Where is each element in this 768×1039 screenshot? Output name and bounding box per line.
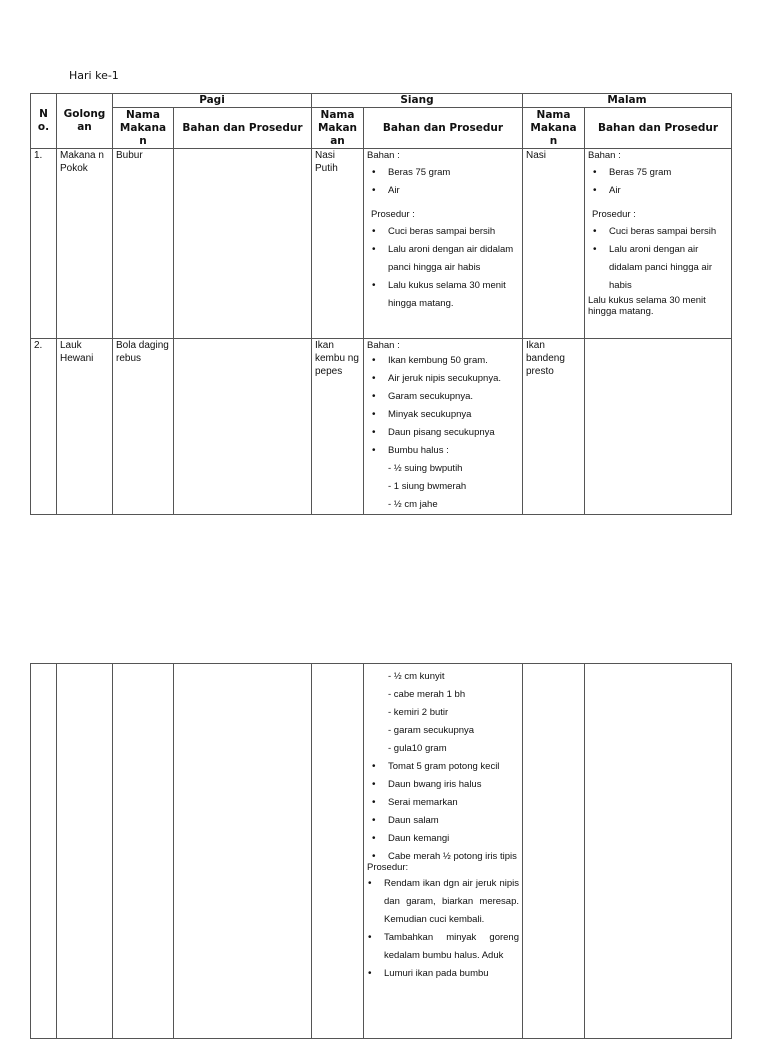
list-item: • Beras 75 gram (388, 164, 519, 182)
list-item: • Beras 75 gram (609, 164, 728, 182)
pagi-nama-makanan (113, 664, 174, 1039)
bahan-label: Bahan : (367, 150, 400, 161)
malam-nama-makanan: Nasi (523, 149, 585, 339)
row-golongan (57, 664, 113, 1039)
bahan-list (367, 164, 519, 200)
siang-bahan-prosedur (364, 664, 523, 1039)
prosedur-extra: Lalu kukus selama 30 menit hingga matang. (588, 295, 706, 317)
siang-bahan-prosedur (364, 149, 523, 339)
list-item: • Bumbu halus : (388, 442, 519, 460)
row-no (31, 664, 57, 1039)
bahan-list (367, 352, 519, 460)
header-nama-makanan-siang: Nama Makan an (312, 108, 364, 149)
pagi-nama-makanan: Bubur (113, 149, 174, 339)
list-item: • Serai memarkan (388, 794, 519, 812)
table-row (31, 664, 732, 1039)
pagi-nama-makanan: Bola daging rebus (113, 339, 174, 515)
header-malam: Malam (523, 94, 732, 108)
list-item: - cabe merah 1 bh (388, 689, 466, 700)
list-item: • Cuci beras sampai bersih (609, 223, 728, 241)
list-item: • Cuci beras sampai bersih (388, 223, 519, 241)
malam-nama-makanan: Ikan bandeng presto (523, 339, 585, 515)
header-nama-makanan-malam: Nama Makana n (523, 108, 585, 149)
pagi-bahan-prosedur (174, 149, 312, 339)
list-item: • Tambahkan minyak goreng kedalam bumbu halus. Aduk (384, 929, 519, 965)
header-pagi: Pagi (113, 94, 312, 108)
header-bahan-prosedur-pagi: Bahan dan Prosedur (174, 108, 312, 149)
row-golongan: Lauk Hewani (57, 339, 113, 515)
malam-bahan-prosedur (585, 149, 732, 339)
list-item: • Lumuri ikan pada bumbu (384, 965, 519, 983)
list-item: • Minyak secukupnya (388, 406, 519, 424)
prosedur-label: Prosedur: (367, 862, 409, 873)
table-row (31, 149, 732, 339)
list-item: • Lalu kukus selama 30 menit hingga matang. (388, 277, 519, 313)
row-no: 2. (31, 339, 57, 515)
header-siang: Siang (312, 94, 523, 108)
list-item: • Garam secukupnya. (388, 388, 519, 406)
list-item: - ½ cm kunyit (388, 671, 445, 682)
header-bahan-prosedur-siang: Bahan dan Prosedur (364, 108, 523, 149)
list-item: • Air (609, 182, 728, 200)
list-item: • Cabe merah ½ potong iris tipis (388, 848, 519, 866)
list-item: - gula10 gram (388, 743, 447, 754)
bahan-list (367, 758, 519, 866)
malam-nama-makanan (523, 664, 585, 1039)
list-item: - garam secukupnya (388, 725, 475, 736)
prosedur-list (367, 875, 519, 983)
row-no: 1. (31, 149, 57, 339)
siang-nama-makanan: Ikan kembu ng pepes (312, 339, 364, 515)
list-item: • Rendam ikan dgn air jeruk nipis dan garam, biarkan meresap. Kemudian cuci kembali. (384, 875, 519, 929)
bahan-label: Bahan : (367, 340, 400, 351)
list-item: • Ikan kembung 50 gram. (388, 352, 519, 370)
siang-nama-makanan (312, 664, 364, 1039)
malam-bahan-prosedur (585, 339, 732, 515)
day-title: Hari ke-1 (69, 69, 119, 82)
bumbu-list (367, 460, 519, 514)
list-item: • Air jeruk nipis secukupnya. (388, 370, 519, 388)
malam-bahan-prosedur (585, 664, 732, 1039)
header-golongan: Golong an (57, 94, 113, 149)
prosedur-list (367, 223, 519, 313)
list-item: - ½ suing bwputih (388, 463, 463, 474)
pagi-bahan-prosedur (174, 339, 312, 515)
header-no: N o. (31, 94, 57, 149)
list-item: • Daun bwang iris halus (388, 776, 519, 794)
siang-bahan-prosedur (364, 339, 523, 515)
list-item: • Air (388, 182, 519, 200)
row-golongan: Makana n Pokok (57, 149, 113, 339)
pagi-bahan-prosedur (174, 664, 312, 1039)
bumbu-list (367, 668, 519, 758)
list-item: • Daun pisang secukupnya (388, 424, 519, 442)
prosedur-label: Prosedur : (371, 209, 415, 220)
siang-nama-makanan: Nasi Putih (312, 149, 364, 339)
list-item: • Daun kemangi (388, 830, 519, 848)
prosedur-label: Prosedur : (592, 209, 636, 220)
menu-table-continuation (30, 663, 732, 1039)
prosedur-list (588, 223, 728, 295)
list-item: • Lalu aroni dengan air didalam panci hingga air habis (609, 241, 728, 295)
list-item: • Daun salam (388, 812, 519, 830)
menu-table (30, 93, 732, 515)
bahan-list (588, 164, 728, 200)
list-item: • Lalu aroni dengan air didalam panci hingga air habis (388, 241, 519, 277)
list-item: - kemiri 2 butir (388, 707, 449, 718)
table-row (31, 339, 732, 515)
header-bahan-prosedur-malam: Bahan dan Prosedur (585, 108, 732, 149)
bahan-label: Bahan : (588, 150, 621, 161)
list-item: • Tomat 5 gram potong kecil (388, 758, 519, 776)
list-item: - 1 siung bwmerah (388, 481, 467, 492)
list-item: - ½ cm jahe (388, 499, 438, 510)
header-nama-makanan-pagi: Nama Makana n (113, 108, 174, 149)
